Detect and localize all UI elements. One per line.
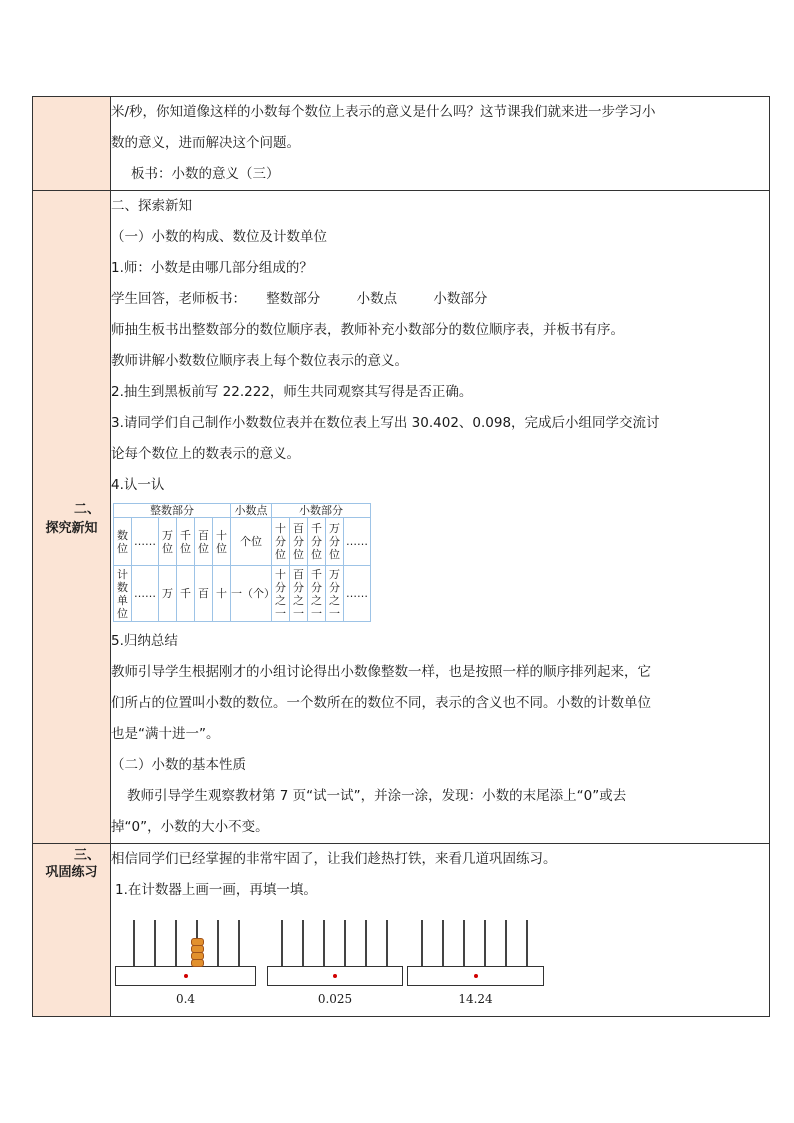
pv-ellipsis: ……: [132, 518, 159, 566]
abacus-rod: [238, 920, 240, 968]
pv-cell: 万分位: [326, 518, 344, 566]
pv-cell: 千分位: [308, 518, 326, 566]
pv-cell: 千位: [177, 518, 195, 566]
summary-line: 们所占的位置叫小数的数位。一个数所在的数位不同，表示的含义也不同。小数的计数单位: [111, 695, 651, 711]
pv-cell: 百分位: [290, 518, 308, 566]
abacus-rod: [484, 920, 486, 968]
abacus-bead[interactable]: [191, 945, 204, 953]
explore-content: [111, 191, 770, 844]
paragraph: 师抽生板书出整数部分的数位顺序表，教师补充小数部分的数位顺序表，并板书有序。: [111, 322, 624, 338]
abacus[interactable]: [267, 906, 403, 1014]
pv-cell: 万: [159, 566, 177, 622]
text-line: 数的意义，进而解决这个问题。: [111, 135, 300, 151]
row-intro: [33, 97, 770, 191]
section-label: 巩固练习: [45, 865, 98, 880]
pv-row-label: 数位: [114, 518, 132, 566]
sub-heading: （一）小数的构成、数位及计数单位: [111, 229, 327, 245]
abacus-caption: 0.4: [175, 992, 196, 1006]
pv-cell: 十分位: [272, 518, 290, 566]
pv-ellipsis: ……: [344, 566, 371, 622]
question-1: 1.师：小数是由哪几部分组成的？: [111, 260, 313, 276]
side-cell-explore: [33, 191, 111, 844]
sub-heading: （二）小数的基本性质: [111, 757, 246, 773]
abacus-rod: [217, 920, 219, 968]
property-line: 教师引导学生观察教材第 7 页“试一试”，并涂一涂，发现：小数的末尾添上“0”或去: [127, 788, 627, 804]
pv-group-int: 整数部分: [114, 504, 231, 518]
pv-cell: 万位: [159, 518, 177, 566]
section-number: 二、: [73, 502, 100, 517]
abacus-rod: [505, 920, 507, 968]
side-cell-intro: [33, 97, 111, 191]
pv-cell: 千分之一: [308, 566, 326, 622]
answer-prefix: 学生回答，老师板书：: [111, 291, 246, 307]
abacus-rod: [302, 920, 304, 968]
abacus-area: [111, 906, 769, 1016]
section-heading: 二、探索新知: [111, 198, 192, 214]
pv-cell: 百分之一: [290, 566, 308, 622]
answer-line: [111, 284, 769, 315]
pv-cell: 一（个）: [231, 566, 272, 622]
text-line: 米/秒，你知道像这样的小数每个数位上表示的意义是什么吗？这节课我们就来进一步学习小: [111, 104, 656, 120]
abacus-rod: [421, 920, 423, 968]
abacus-bead[interactable]: [191, 938, 204, 946]
board-title: 板书：小数的意义（三）: [131, 166, 280, 182]
abacus-rod: [344, 920, 346, 968]
section-label: 探究新知: [45, 521, 98, 536]
decimal-point-marker: [474, 974, 478, 978]
abacus[interactable]: [115, 906, 256, 1014]
side-cell-practice: [33, 844, 111, 1017]
pv-ellipsis: ……: [344, 518, 371, 566]
place-value-table: [113, 503, 371, 622]
intro-content: [111, 97, 770, 191]
pv-cell: 十分之一: [272, 566, 290, 622]
paragraph: 教师讲解小数数位顺序表上每个数位表示的意义。: [111, 353, 408, 369]
abacus-rod: [175, 920, 177, 968]
decimal-point-marker: [333, 974, 337, 978]
pv-ellipsis: ……: [132, 566, 159, 622]
question-4: 4.认一认: [111, 477, 165, 493]
summary-line: 教师引导学生根据刚才的小组讨论得出小数像整数一样，也是按照一样的顺序排列起来，它: [111, 664, 651, 680]
answer-part: 整数部分: [266, 291, 321, 307]
practice-content: [111, 844, 770, 1017]
pv-cell: 十: [213, 566, 231, 622]
exercise-1: 1.在计数器上画一画，再填一填。: [115, 882, 317, 898]
abacus-rod: [386, 920, 388, 968]
question-3-cont: 论每个数位上的数表示的意义。: [111, 446, 300, 462]
answer-part: 小数点: [356, 291, 398, 307]
abacus-rod: [133, 920, 135, 968]
pv-group-dec: 小数部分: [272, 504, 371, 518]
question-2: 2.抽生到黑板前写 22.222，师生共同观察其写得是否正确。: [111, 384, 473, 400]
summary-line: 也是“满十进一”。: [111, 726, 220, 742]
row-explore: [33, 191, 770, 844]
abacus-rod: [154, 920, 156, 968]
pv-cell: 百位: [195, 518, 213, 566]
abacus-rod: [442, 920, 444, 968]
abacus-bead[interactable]: [191, 952, 204, 960]
pv-cell: 百: [195, 566, 213, 622]
abacus-rod: [281, 920, 283, 968]
abacus-rod: [323, 920, 325, 968]
answer-part: 小数部分: [433, 291, 488, 307]
abacus[interactable]: [407, 906, 544, 1014]
question-5: 5.归纳总结: [111, 633, 178, 649]
row-practice: [33, 844, 770, 1017]
abacus-caption: 0.025: [317, 992, 353, 1006]
pv-cell: 万分之一: [326, 566, 344, 622]
abacus-rod: [365, 920, 367, 968]
pv-cell: 十位: [213, 518, 231, 566]
section-number: 三、: [73, 848, 100, 863]
decimal-point-marker: [184, 974, 188, 978]
lesson-table: [32, 96, 770, 1017]
pv-group-point: 小数点: [231, 504, 272, 518]
question-3: 3.请同学们自己制作小数数位表并在数位表上写出 30.402、0.098，完成后小组同学交流讨: [111, 415, 660, 431]
abacus-bead[interactable]: [191, 959, 204, 967]
pv-cell: 个位: [231, 518, 272, 566]
pv-row-label: 计数单位: [114, 566, 132, 622]
pv-cell: 千: [177, 566, 195, 622]
property-line: 掉“0”，小数的大小不变。: [111, 819, 269, 835]
abacus-rod: [463, 920, 465, 968]
abacus-rod: [526, 920, 528, 968]
practice-intro: 相信同学们已经掌握的非常牢固了，让我们趁热打铁，来看几道巩固练习。: [111, 851, 557, 867]
abacus-caption: 14.24: [458, 992, 493, 1006]
